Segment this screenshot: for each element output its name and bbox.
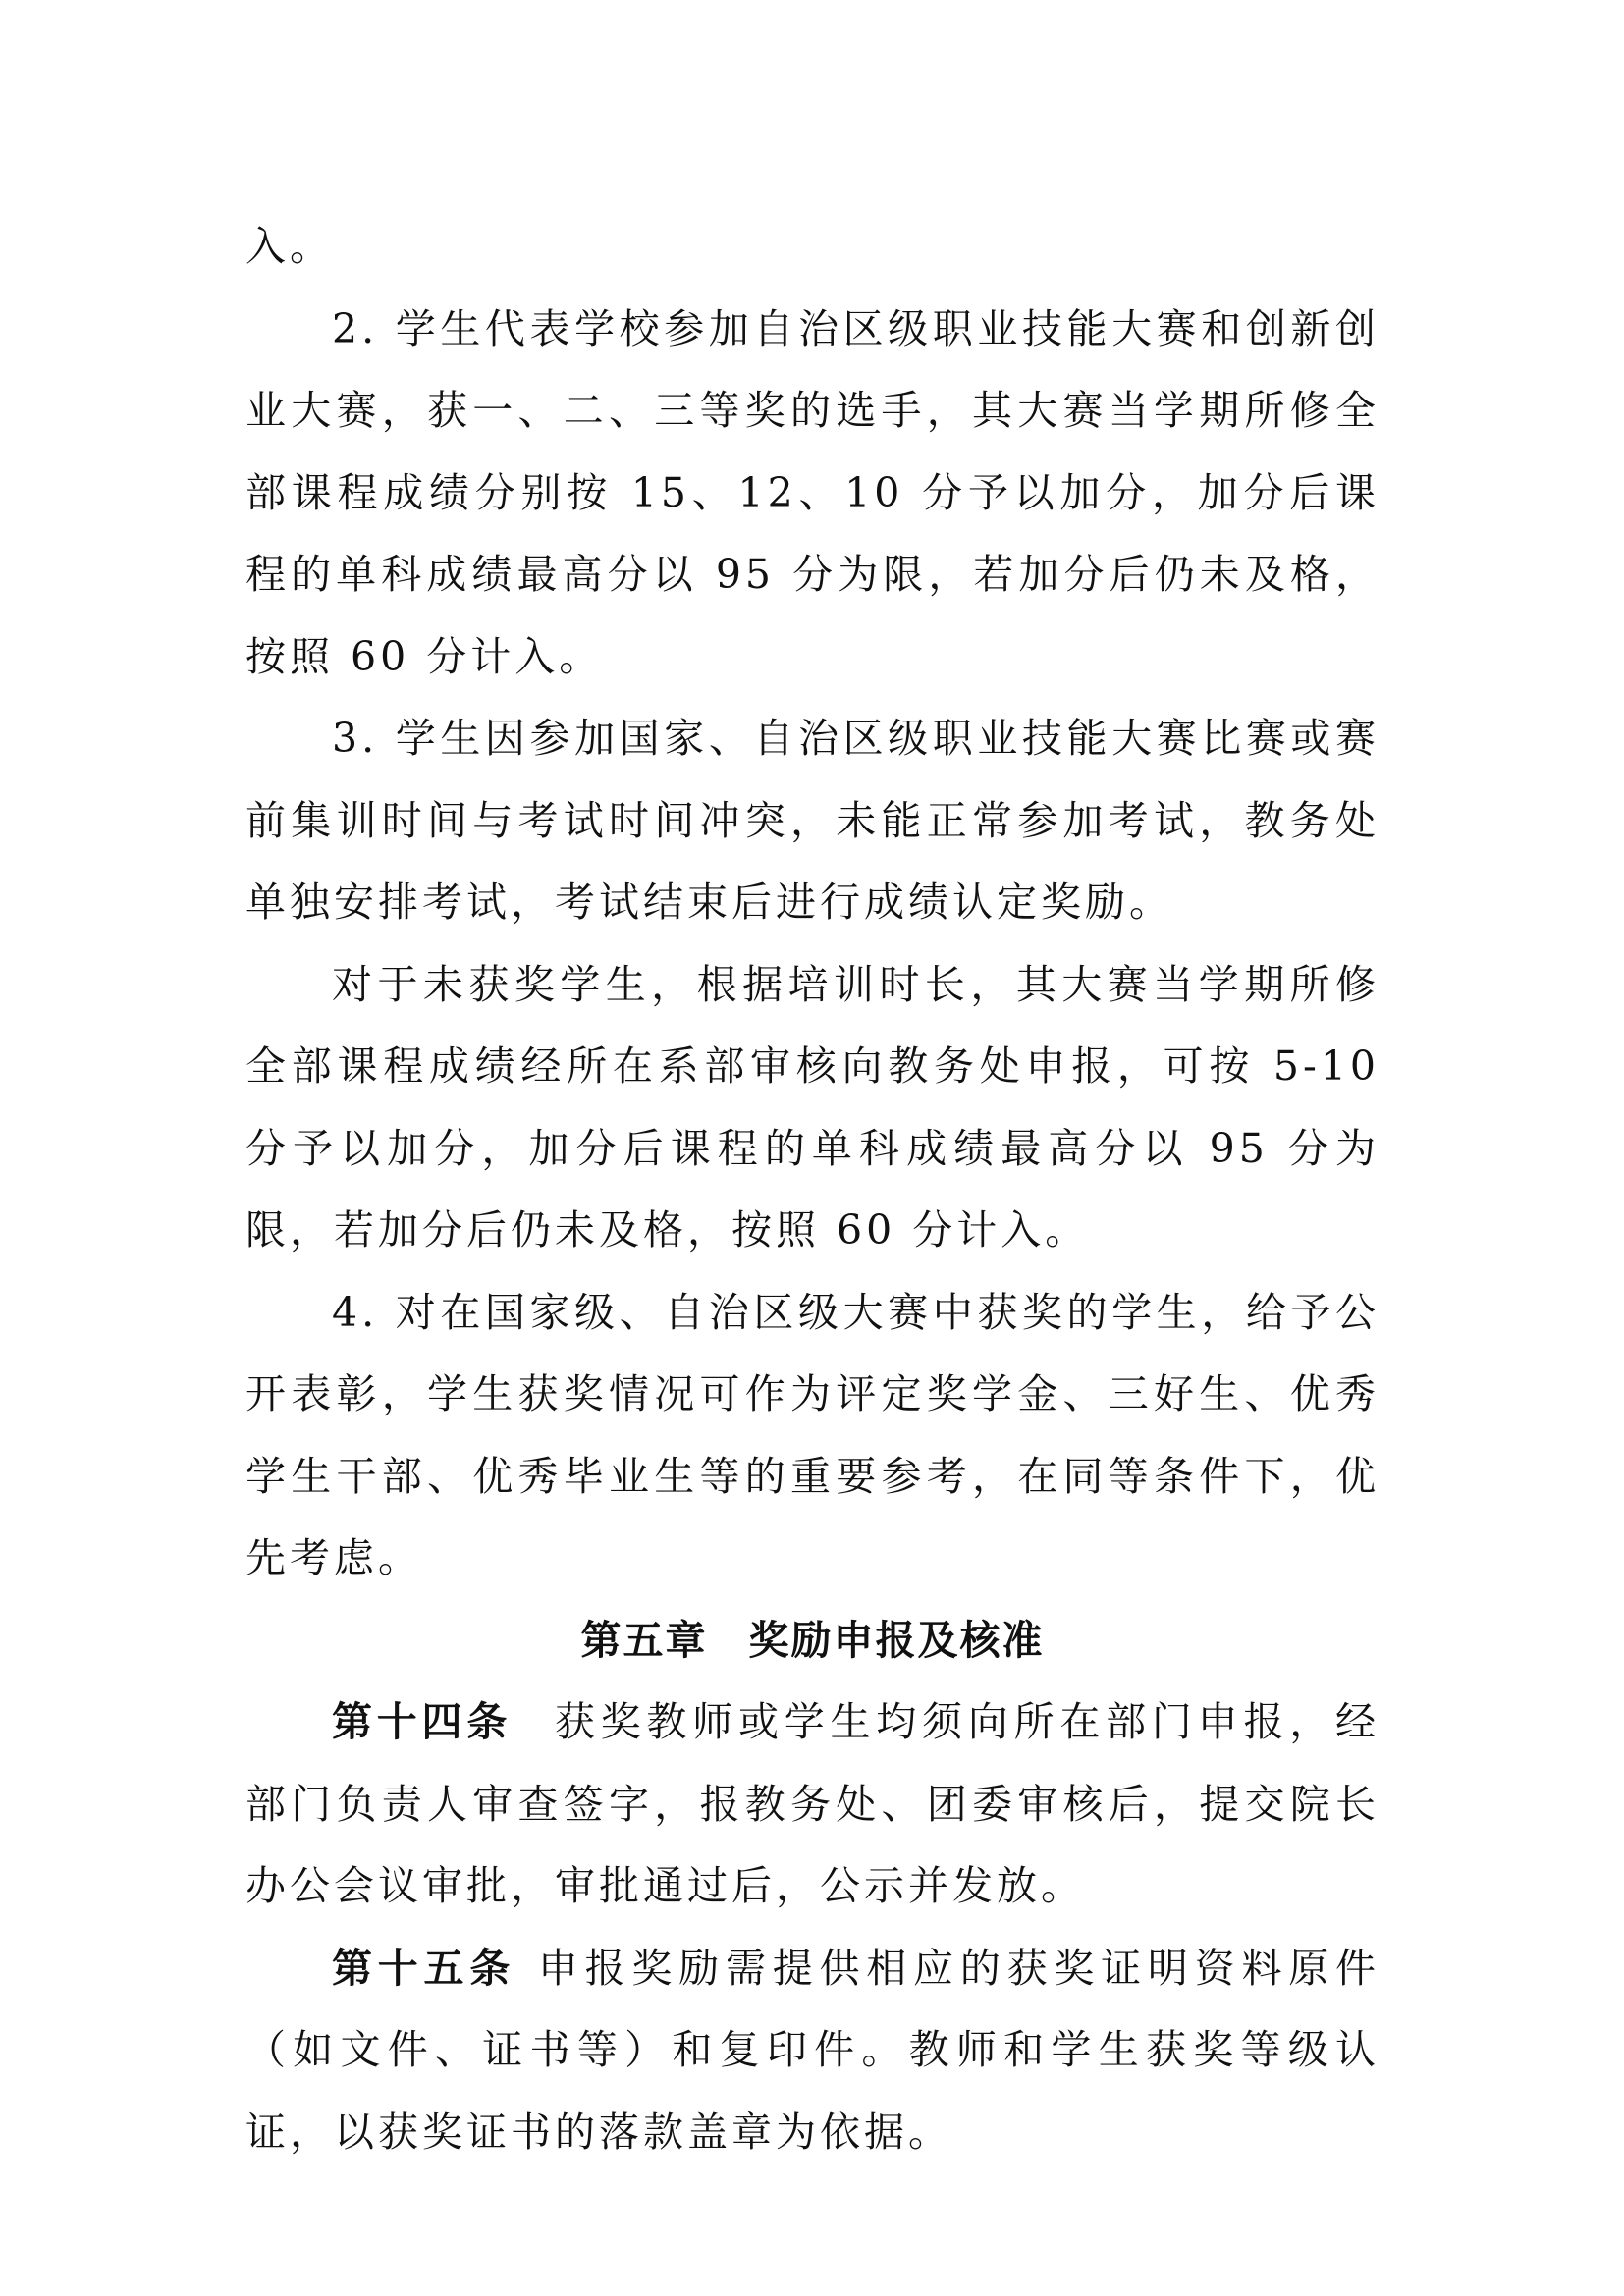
item-3: 3. 学生因参加国家、自治区级职业技能大赛比赛或赛前集训时间与考试时间冲突，未能正常参加考试，教务处单独安排考试，考试结束后进行成绩认定奖励。 [245, 715, 1380, 926]
chapter-number: 第五章 [580, 1616, 708, 1664]
item-4: 4. 对在国家级、自治区级大赛中获奖的学生，给予公开表彰，学生获奖情况可作为评定奖学金、三好生、优秀学生干部、优秀毕业生等的重要参考，在同等条件下，优先考虑。 [245, 1288, 1380, 1581]
article-15-text: 申报奖励需提供相应的获奖证明资料原件（如文件、证书等）和复印件。教师和学生获奖等级认证，以获奖证书的落款盖章为依据。 [245, 1944, 1380, 2156]
article-14-label: 第十四条 [332, 1698, 513, 1745]
document-page [245, 206, 1380, 2173]
non-winners-paragraph: 对于未获奖学生，根据培训时长，其大赛当学期所修全部课程成绩经所在系部审核向教务处申报，可按 5-10 分予以加分，加分后课程的单科成绩最高分以 95 分为限，若加分后仍未及格，按照 60 分计入。 [245, 960, 1380, 1254]
chapter-5-heading [245, 1600, 1380, 1682]
continuation-text: 入。 [245, 223, 334, 270]
item-2: 2. 学生代表学校参加自治区级职业技能大赛和创新创业大赛，获一、二、三等奖的选手，其大赛当学期所修全部课程成绩分别按 15、12、10 分予以加分，加分后课程的单科成绩最高分以 95 分为限，若加分后仍未及格，按照 60 分计入。 [245, 304, 1380, 680]
article-15-label: 第十五条 [332, 1944, 516, 1992]
chapter-title: 奖励申报及核准 [748, 1616, 1045, 1664]
article-14-text: 获奖教师或学生均须向所在部门申报，经部门负责人审查签字，报教务处、团委审核后，提交院长办公会议审批，审批通过后，公示并发放。 [245, 1698, 1380, 1909]
article-15 [245, 1928, 1380, 2174]
article-14 [245, 1682, 1380, 1928]
